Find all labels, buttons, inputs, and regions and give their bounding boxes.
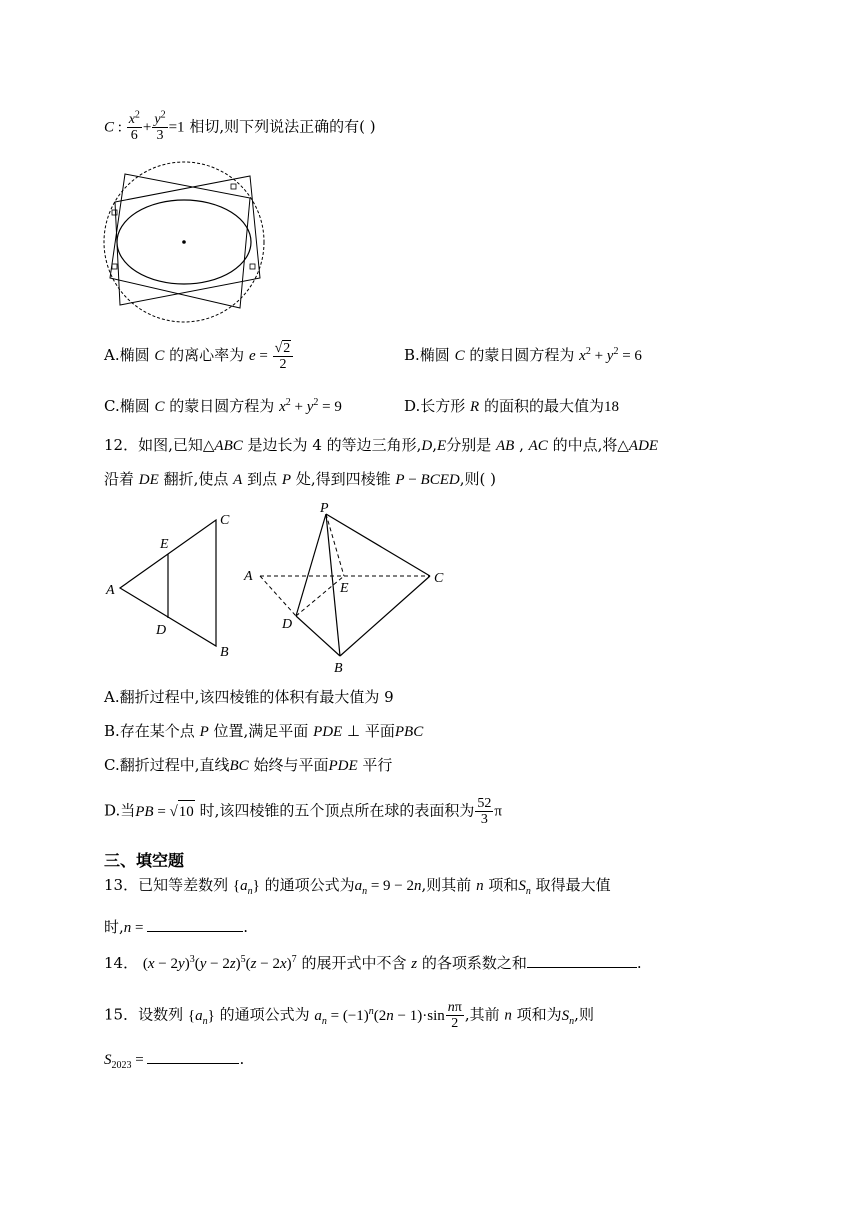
right-angle-mark <box>112 264 117 269</box>
svg-text:A: A <box>244 569 253 584</box>
q12-option-c: C.翻折过程中,直线BC 始终与平面PDE 平行 <box>104 756 393 774</box>
svg-text:E: E <box>340 581 349 596</box>
q12-option-a: A.翻折过程中,该四棱锥的体积有最大值为 9 <box>104 688 394 706</box>
svg-text:C: C <box>434 571 444 586</box>
right-angle-mark <box>231 184 236 189</box>
q14-answer-blank[interactable] <box>527 953 637 968</box>
right-angle-mark <box>112 210 117 215</box>
q11-option-c: C.椭圆 C 的蒙日圆方程为 $x^2 + y^2 = 9$ <box>104 397 342 415</box>
svg-text:D: D <box>156 623 167 638</box>
q12-option-b: B.存在某个点 P 位置,满足平面 PDE ⊥ 平面PBC <box>104 722 424 740</box>
svg-text:P: P <box>320 501 329 516</box>
q15-line1: 15．设数列 $\{a_n\}$ 的通项公式为 $a_n = (-1)^n(2n - 1)\cdot\sin$ $\frac{n\pi}{2}$ ,其前 n 项和为$S_n$,则 <box>104 1000 594 1031</box>
q12-option-d: D.当PB = √10 时,该四棱锥的五个顶点所在球的表面积为 $\frac{52}{3}$ π <box>104 796 502 827</box>
q12-stem-line1: 12．如图,已知△ABC 是边长为 4 的等边三角形,D,E分别是 AB , AC 的中点,将△ADE <box>104 436 659 454</box>
q14-line: 14． $(x - 2y)^3(y - 2z)^5(z - 2x)^7$ 的展开式中不含 z 的各项系数之和 . <box>104 954 642 972</box>
right-angle-mark <box>250 264 255 269</box>
svg-text:D: D <box>282 617 293 632</box>
q11-option-b: B.椭圆 C 的蒙日圆方程为 $x^2 + y^2 = 6$ <box>404 346 642 364</box>
q15-line2: $S_{2023}$ = . <box>104 1050 245 1071</box>
q13-line2: 时,n = . <box>104 918 249 936</box>
svg-text:A: A <box>106 583 115 598</box>
q11-stem-tail: 相切,则下列说法正确的有( ) <box>189 117 376 136</box>
svg-text:B: B <box>334 661 343 676</box>
q12-stem-line2: 沿着 DE 翻折,使点 A 到点 P 处,得到四棱锥 P − BCED,则( ) <box>104 470 496 488</box>
q11-figure <box>100 160 270 330</box>
q15-answer-blank[interactable] <box>147 1049 239 1064</box>
rectangle-2 <box>110 174 250 308</box>
q11-option-d: D.长方形 R 的面积的最大值为18 <box>404 397 619 415</box>
section-fill-in-heading: 三、填空题 <box>104 851 185 870</box>
center-point <box>182 240 186 244</box>
q12-figure-triangle <box>100 506 240 666</box>
q13-line1: 13．已知等差数列 $\{a_n\}$ 的通项公式为$a_n = 9 - 2n$,则其前 n 项和$S_n$ 取得最大值 <box>104 876 611 897</box>
svg-text:E: E <box>160 537 169 552</box>
svg-text:B: B <box>220 645 229 660</box>
svg-text:C: C <box>220 513 230 528</box>
q12-figure-pyramid <box>236 500 456 676</box>
q13-answer-blank[interactable] <box>147 917 243 932</box>
q11-stem: C : $\frac{x^2}{6}$ + $\frac{y^2}{3}$ =1 相切,则下列说法正确的有( ) <box>104 109 376 143</box>
q11-option-a: A.椭圆 C 的离心率为 e = $\frac{√2}{2}$ <box>104 340 294 372</box>
